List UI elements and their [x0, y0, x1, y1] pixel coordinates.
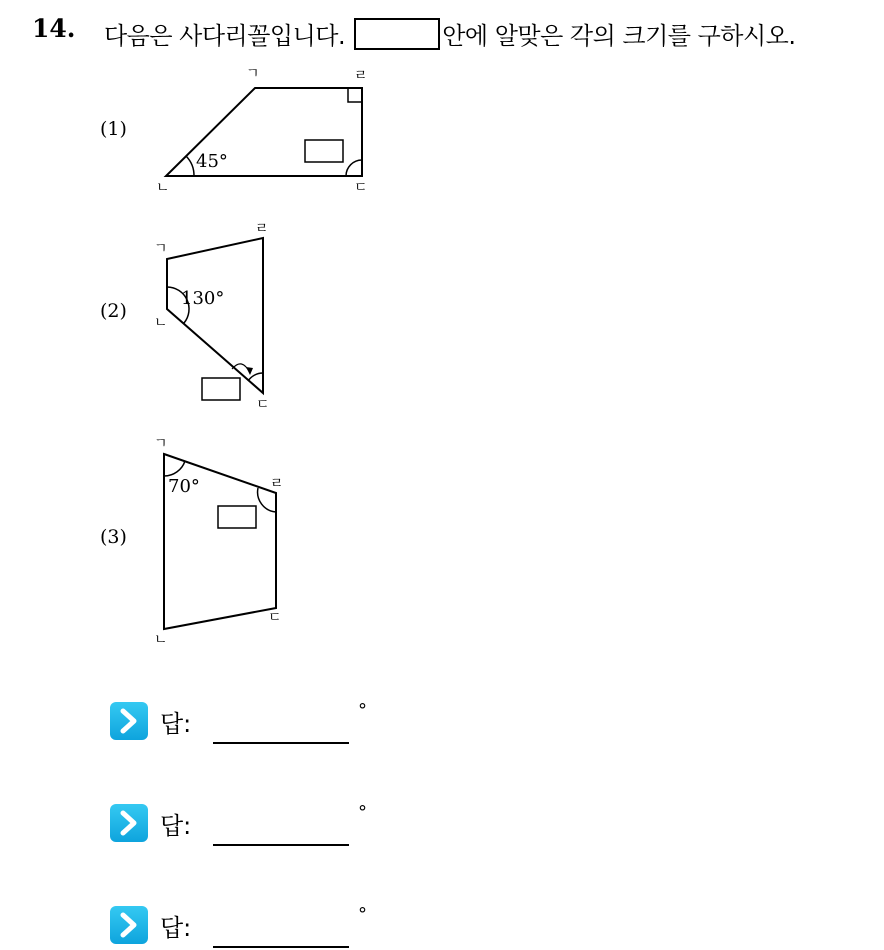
angle-arc [186, 156, 194, 176]
vertex-label: ㄱ [154, 436, 168, 452]
angle-label: 70° [168, 476, 200, 497]
arrow-head [246, 367, 253, 375]
vertex-label: ㄹ [354, 68, 368, 84]
vertex-label: ㄱ [246, 66, 260, 82]
figure-2-label: (2) [100, 300, 127, 322]
question-number: 14. [32, 14, 76, 43]
vertex-label: ㄴ [154, 632, 168, 648]
figure-3-trapezoid [140, 430, 300, 650]
answer-unit: ° [358, 802, 367, 823]
question-text-after: 안에 알맞은 각의 크기를 구하시오. [442, 22, 796, 50]
chevron-right-icon [110, 702, 148, 740]
chevron-right-icon [110, 804, 148, 842]
vertex-label: ㄱ [154, 241, 168, 257]
right-angle-mark [348, 88, 362, 102]
answer-input-line[interactable] [213, 844, 349, 846]
question-text-before: 다음은 사다리꼴입니다. [104, 22, 346, 50]
answer-label: 답: [160, 812, 192, 840]
angle-arc [346, 160, 362, 176]
angle-label: 45° [196, 151, 228, 172]
answer-unit: ° [358, 904, 367, 925]
answer-label: 답: [160, 914, 192, 942]
vertex-label: ㄷ [268, 610, 282, 626]
vertex-label: ㄹ [255, 221, 269, 237]
answer-box [218, 506, 256, 528]
question-text [104, 16, 795, 51]
answer-blank-box [354, 18, 440, 50]
vertex-label: ㄴ [156, 180, 170, 196]
answer-input-line[interactable] [213, 742, 349, 744]
figure-1-label: (1) [100, 118, 127, 140]
figure-1-trapezoid [150, 60, 390, 200]
figure-3-label: (3) [100, 526, 127, 548]
angle-arc [164, 461, 185, 476]
vertex-label: ㄷ [256, 397, 270, 413]
answer-unit: ° [358, 700, 367, 721]
vertex-label: ㄷ [354, 180, 368, 196]
vertex-label: ㄹ [270, 476, 284, 492]
answer-label: 답: [160, 710, 192, 738]
answer-box [305, 140, 343, 162]
angle-label: 130° [181, 288, 225, 309]
answer-input-line[interactable] [213, 946, 349, 948]
figure-2-trapezoid [140, 215, 300, 415]
vertex-label: ㄴ [154, 315, 168, 331]
answer-box [202, 378, 240, 400]
chevron-right-icon [110, 906, 148, 944]
